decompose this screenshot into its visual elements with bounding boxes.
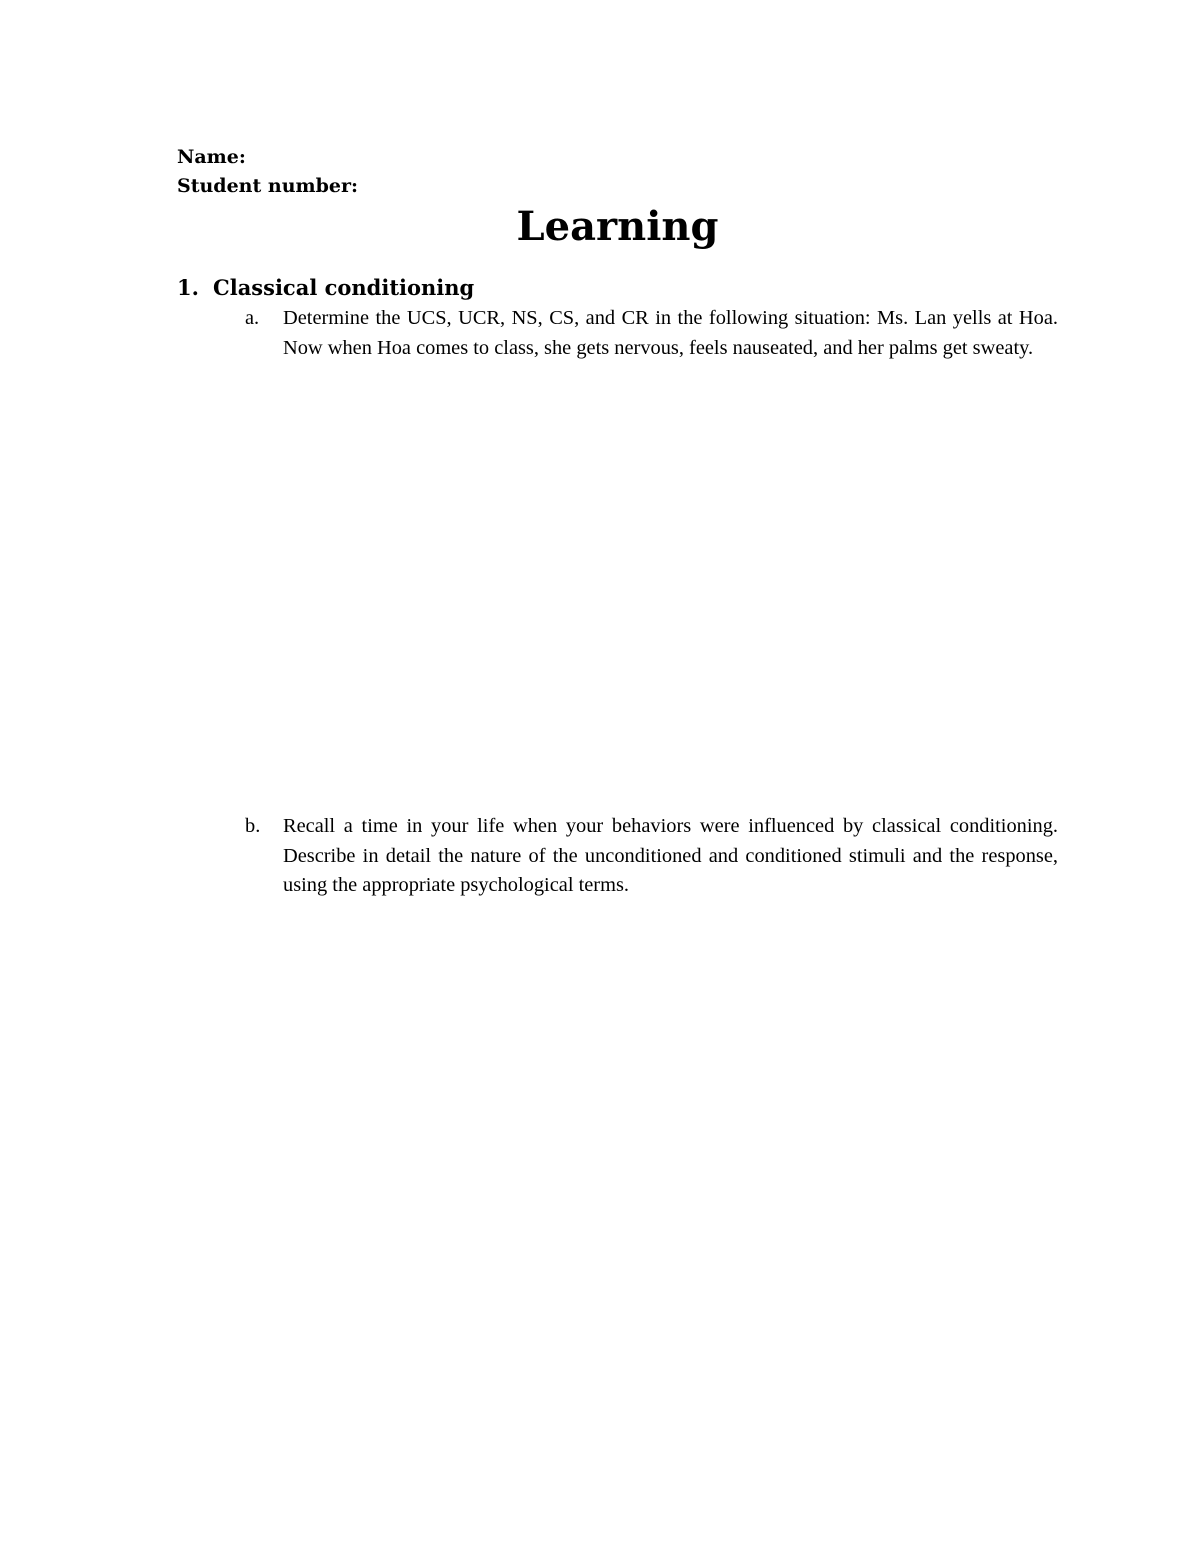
question-letter: a. — [245, 307, 260, 329]
section-title: Classical conditioning — [213, 275, 475, 300]
document-title: Learning — [516, 203, 719, 250]
question-item-a — [245, 304, 1058, 363]
question-text: Recall a time in your life when your behaviors were influenced by classical conditioning. Describe in detail the nature of the unconditioned and conditioned stimuli and the response, using the appropriate psychological terms. — [283, 815, 1058, 896]
student-number-label: Student number: — [177, 175, 359, 197]
question-letter: b. — [245, 815, 261, 837]
section-heading — [177, 274, 474, 302]
name-label: Name: — [177, 146, 246, 168]
section-number: 1. — [177, 275, 199, 300]
question-item-b — [245, 812, 1058, 901]
question-text: Determine the UCS, UCR, NS, CS, and CR in the following situation: Ms. Lan yells at Hoa. Now when Hoa comes to class, she gets nervous, feels nauseated, and her palms get sweaty. — [283, 307, 1058, 359]
